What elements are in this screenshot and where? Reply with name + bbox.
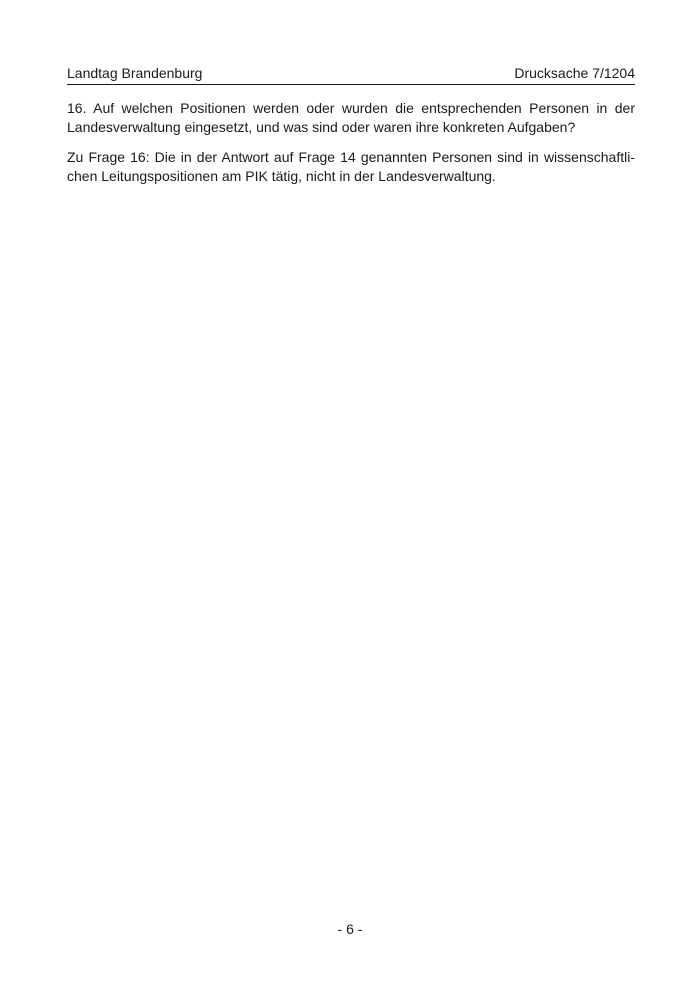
page-header — [67, 64, 635, 85]
answer-paragraph: Zu Frage 16: Die in der Antwort auf Frage 14 genannten Personen sind in wissenschaftlichen Leitungspositionen am PIK tätig, nicht in der Landesverwaltung. — [67, 149, 635, 184]
document-body — [67, 99, 635, 186]
question-paragraph: 16. Auf welchen Positionen werden oder wurden die entsprechenden Personen in der Landesverwaltung eingesetzt, und was sind oder waren ihre konkreten Aufgaben? — [67, 100, 635, 135]
page-number: - 6 - — [337, 921, 363, 937]
page-footer — [0, 920, 700, 938]
header-publisher: Landtag Brandenburg — [67, 65, 203, 81]
header-document-number: Drucksache 7/1204 — [514, 65, 635, 81]
